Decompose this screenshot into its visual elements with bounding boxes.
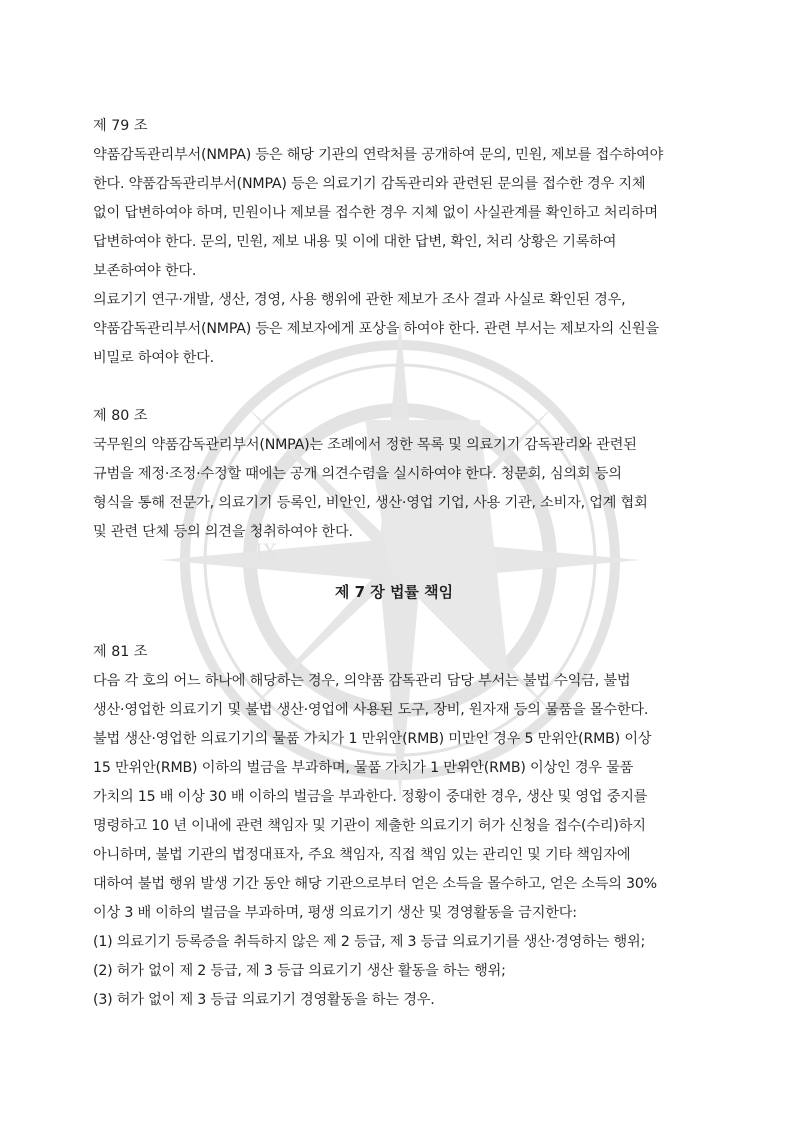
article-81-line: 15 만위안(RMB) 이하의 벌금을 부과하며, 물품 가치가 1 만위안(RMB) 이상인 경우 물품	[93, 760, 634, 776]
article-81-line: 이상 3 배 이하의 벌금을 부과하며, 평생 의료기기 생산 및 경영활동을 금지한다:	[93, 905, 577, 921]
article-81-item: (2) 허가 없이 제 2 등급, 제 3 등급 의료기기 생산 활동을 하는 행위;	[93, 963, 506, 979]
article-80-line: 및 관련 단체 등의 의견을 청취하여야 한다.	[93, 524, 353, 540]
article-81-line: 생산·영업한 의료기기 및 불법 생산·영업에 사용된 도구, 장비, 원자재 등의 물품을 몰수한다.	[93, 702, 649, 718]
article-80-line: 규범을 제정·조정·수정할 때에는 공개 의견수렴을 실시하여야 한다. 청문회, 심의회 등의	[93, 466, 622, 482]
article-79-line: 보존하여야 한다.	[93, 263, 197, 279]
document-page	[93, 112, 703, 1015]
article-81-line: 불법 생산·영업한 의료기기의 물품 가치가 1 만위안(RMB) 미만인 경우 5 만위안(RMB) 이상	[93, 731, 652, 747]
article-81-item: (3) 허가 없이 제 3 등급 의료기기 경영활동을 하는 경우.	[93, 992, 435, 1008]
article-80-title: 제 80 조	[93, 408, 148, 424]
chapter-heading: 제 7 장 법률 책임	[334, 583, 454, 601]
article-81-line: 가치의 15 배 이상 30 배 이하의 벌금을 부과한다. 정황이 중대한 경우, 생산 및 영업 중지를	[93, 789, 648, 805]
article-79-title: 제 79 조	[93, 118, 148, 134]
article-81-title: 제 81 조	[93, 644, 148, 660]
article-81-item: (1) 의료기기 등록증을 취득하지 않은 제 2 등급, 제 3 등급 의료기기를 생산·경영하는 행위;	[93, 934, 646, 950]
article-81-line: 대하여 불법 행위 발생 기간 동안 해당 기관으로부터 얻은 소득을 몰수하고, 얻은 소득의 30%	[93, 876, 657, 892]
article-79-line: 약품감독관리부서(NMPA) 등은 제보자에게 포상을 하여야 한다. 관련 부서는 제보자의 신원을	[93, 321, 659, 337]
article-80-line: 형식을 통해 전문가, 의료기기 등록인, 비안인, 생산·영업 기업, 사용 기관, 소비자, 업계 협회	[93, 495, 648, 511]
article-81-line: 명령하고 10 년 이내에 관련 책임자 및 기관이 제출한 의료기기 허가 신청을 접수(수리)하지	[93, 818, 646, 834]
article-79-line: 답변하여야 한다. 문의, 민원, 제보 내용 및 이에 대한 답변, 확인, 처리 상황은 기록하여	[93, 234, 617, 250]
article-79-line: 약품감독관리부서(NMPA) 등은 해당 기관의 연락처를 공개하여 문의, 민원, 제보를 접수하여야	[93, 147, 664, 163]
article-79-line: 없이 답변하여야 하며, 민원이나 제보를 접수한 경우 지체 없이 사실관계를 확인하고 처리하며	[93, 205, 658, 221]
article-81-line: 다음 각 호의 어느 하나에 해당하는 경우, 의약품 감독관리 담당 부서는 불법 수익금, 불법	[93, 673, 631, 689]
watermark-numeral: IX	[255, 539, 278, 563]
article-81-line: 아니하며, 불법 기관의 법정대표자, 주요 책임자, 직접 책임 있는 관리인 및 기타 책임자에	[93, 847, 631, 863]
article-79-line: 비밀로 하여야 한다.	[93, 350, 214, 366]
article-79-line: 의료기기 연구·개발, 생산, 경영, 사용 행위에 관한 제보가 조사 결과 사실로 확인된 경우,	[93, 292, 626, 308]
article-80-line: 국무원의 약품감독관리부서(NMPA)는 조례에서 정한 목록 및 의료기기 감독관리와 관련된	[93, 437, 637, 453]
article-79-line: 한다. 약품감독관리부서(NMPA) 등은 의료기기 감독관리와 관련된 문의를 접수한 경우 지체	[93, 176, 646, 192]
